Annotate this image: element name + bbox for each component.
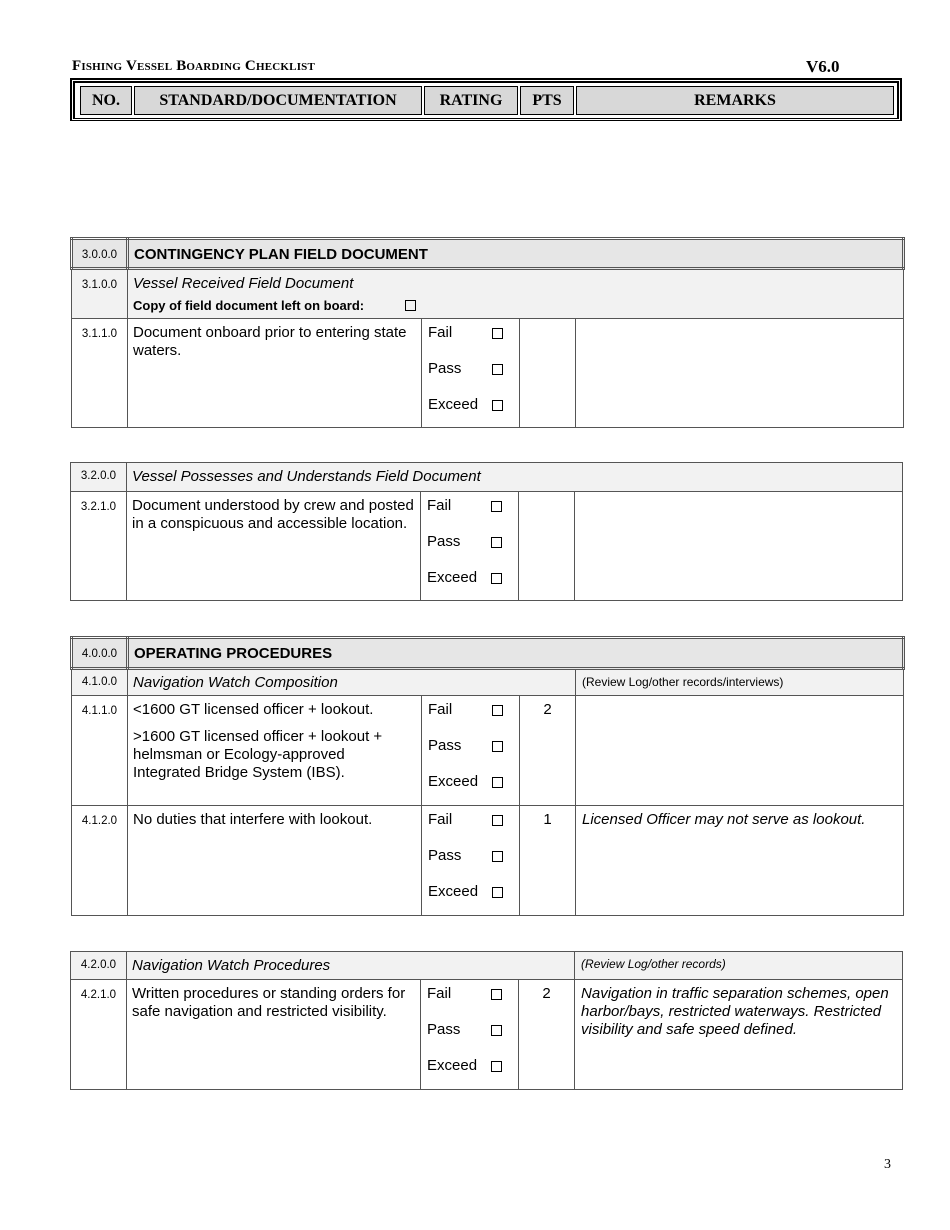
rating-pass-checkbox[interactable] — [491, 537, 502, 548]
rating-pass-checkbox[interactable] — [491, 1025, 502, 1036]
rating-cell — [421, 980, 519, 1090]
subsection-title: Navigation Watch Procedures — [127, 952, 575, 980]
remarks-cell[interactable] — [575, 492, 903, 601]
rating-cell — [422, 696, 520, 806]
rating-fail-checkbox[interactable] — [492, 815, 503, 826]
col-header-standard: STANDARD/DOCUMENTATION — [134, 86, 422, 115]
copy-left-label: Copy of field document left on board: — [133, 298, 365, 313]
subsection-number: 4.2.0.0 — [71, 952, 127, 980]
subsection-title: Vessel Possesses and Understands Field Document — [127, 463, 903, 492]
rating-exceed-checkbox[interactable] — [491, 1061, 502, 1072]
column-header-bar — [70, 78, 902, 121]
copy-left-checkbox[interactable] — [405, 300, 416, 311]
section-operating-procedures — [70, 636, 905, 916]
subsection-title: Navigation Watch Composition — [128, 669, 576, 696]
rating-fail-label: Fail — [428, 811, 453, 828]
rating-fail-label: Fail — [428, 324, 453, 341]
subsection-note: (Review Log/other records) — [575, 952, 903, 980]
rating-fail-label: Fail — [427, 985, 452, 1002]
section-navigation-watch-procedures — [70, 951, 903, 1090]
section-field-document-understood — [70, 462, 903, 601]
pts-cell: 1 — [520, 806, 576, 916]
subsection-number: 3.1.0.0 — [72, 269, 128, 319]
remarks-cell[interactable] — [576, 696, 904, 806]
rating-pass-label: Pass — [427, 533, 461, 550]
pts-cell — [520, 319, 576, 428]
col-header-no: NO. — [80, 86, 132, 115]
rating-fail-label: Fail — [428, 701, 453, 718]
document-title: Fishing Vessel Boarding Checklist — [72, 58, 316, 74]
rating-pass-label: Pass — [427, 1021, 461, 1038]
pts-cell — [519, 492, 575, 601]
remarks-cell[interactable]: Licensed Officer may not serve as lookout. — [576, 806, 904, 916]
item-number: 4.1.2.0 — [72, 806, 128, 916]
item-standard: Written procedures or standing orders for safe navigation and restricted visibility. — [127, 980, 421, 1090]
col-header-remarks: REMARKS — [576, 86, 894, 115]
remarks-cell[interactable] — [576, 319, 904, 428]
rating-cell — [422, 806, 520, 916]
rating-exceed-label: Exceed — [428, 883, 479, 900]
section-contingency-plan — [70, 237, 905, 428]
item-standard: Document understood by crew and posted in a conspicuous and accessible location. — [127, 492, 421, 601]
item-number: 4.1.1.0 — [72, 696, 128, 806]
col-header-pts: PTS — [520, 86, 574, 115]
section-title: OPERATING PROCEDURES — [128, 638, 904, 669]
rating-fail-checkbox[interactable] — [492, 328, 503, 339]
rating-pass-checkbox[interactable] — [492, 741, 503, 752]
rating-pass-label: Pass — [428, 847, 462, 864]
rating-fail-checkbox[interactable] — [492, 705, 503, 716]
version-label: V6.0 — [806, 57, 840, 76]
rating-pass-label: Pass — [428, 360, 462, 377]
rating-fail-checkbox[interactable] — [491, 989, 502, 1000]
subsection-number: 4.1.0.0 — [72, 669, 128, 696]
rating-exceed-checkbox[interactable] — [491, 573, 502, 584]
item-standard: No duties that interfere with lookout. — [128, 806, 422, 916]
rating-cell — [422, 319, 520, 428]
rating-exceed-checkbox[interactable] — [492, 887, 503, 898]
section-number: 4.0.0.0 — [72, 638, 128, 669]
remarks-cell[interactable]: Navigation in traffic separation schemes, open harbor/bays, restricted waterways. Restricted visibility and safe speed defined. — [575, 980, 903, 1090]
item-number: 3.2.1.0 — [71, 492, 127, 601]
rating-exceed-label: Exceed — [427, 569, 478, 586]
pts-cell: 2 — [519, 980, 575, 1090]
pts-cell: 2 — [520, 696, 576, 806]
rating-cell — [421, 492, 519, 601]
rating-exceed-label: Exceed — [427, 1057, 478, 1074]
section-number: 3.0.0.0 — [72, 239, 128, 269]
page-number: 3 — [884, 1157, 891, 1172]
section-title: CONTINGENCY PLAN FIELD DOCUMENT — [128, 239, 904, 269]
col-header-rating: RATING — [424, 86, 518, 115]
item-number: 4.2.1.0 — [71, 980, 127, 1090]
subsection-number: 3.2.0.0 — [71, 463, 127, 492]
rating-pass-label: Pass — [428, 737, 462, 754]
rating-exceed-label: Exceed — [428, 396, 479, 413]
item-number: 3.1.1.0 — [72, 319, 128, 428]
item-standard-line-a: <1600 GT licensed officer + lookout. — [133, 701, 374, 718]
rating-fail-checkbox[interactable] — [491, 501, 502, 512]
rating-fail-label: Fail — [427, 497, 452, 514]
rating-exceed-label: Exceed — [428, 773, 479, 790]
item-standard-line-b: >1600 GT licensed officer + lookout + helmsman or Ecology-approved Integrated Bridge System (IBS). — [133, 728, 383, 781]
rating-exceed-checkbox[interactable] — [492, 400, 503, 411]
item-standard — [128, 696, 422, 806]
subsection-title: Vessel Received Field Document — [133, 275, 354, 292]
rating-pass-checkbox[interactable] — [492, 851, 503, 862]
rating-pass-checkbox[interactable] — [492, 364, 503, 375]
rating-exceed-checkbox[interactable] — [492, 777, 503, 788]
item-standard: Document onboard prior to entering state waters. — [128, 319, 422, 428]
subsection-note: (Review Log/other records/interviews) — [576, 669, 904, 696]
